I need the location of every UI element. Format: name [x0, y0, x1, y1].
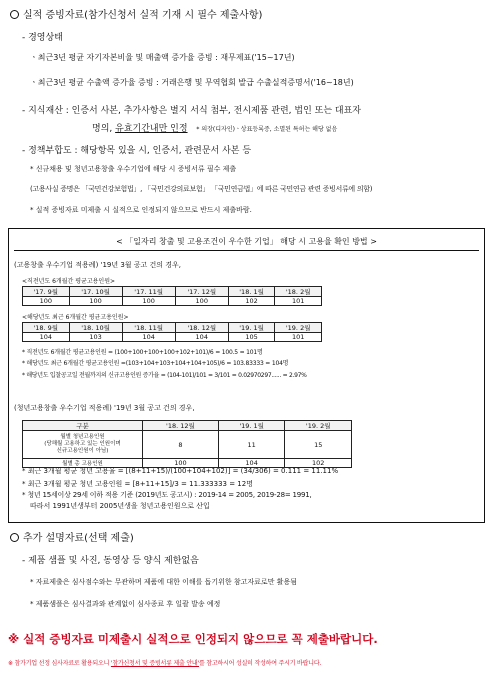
ip-footnote: * 의장(디자인)ㆍ상표등록증, 소멸된 특허는 해당 없음	[196, 126, 338, 133]
t2-value: 104	[23, 333, 70, 342]
t2-value: 101	[275, 333, 322, 342]
t3-row1-value: 15	[285, 431, 352, 459]
section1-title	[10, 6, 262, 21]
t3-row2-label: 월별 총 고용인원	[23, 459, 143, 468]
t1-header: '17. 11월	[122, 287, 175, 297]
t1-header: '18. 1월	[228, 287, 275, 297]
t1-header: '17. 12월	[175, 287, 228, 297]
current-year-table	[22, 322, 322, 342]
valid-period-note: 유효기간내만 인정	[115, 124, 188, 134]
t2-header: '18. 11월	[122, 323, 175, 333]
youth-calc-4: 따라서 1991년생부터 2005년생을 청년고용인원으로 산입	[30, 502, 210, 510]
hollow-circle-icon	[10, 533, 19, 542]
section2-item-2: * 제품샘플은 심사결과와 관계없이 심사종료 후 일괄 발송 예정	[30, 600, 221, 608]
section2-title-text: 추가 설명자료(선택 제출)	[23, 533, 134, 544]
calc-line-2: * 해당년도 최근 6개월간 평균고용인원 =(103+104+103+104+104+105)/6 = 103.83333 = 104명	[22, 360, 289, 367]
t3-month: '19. 2월	[285, 421, 352, 431]
policy-heading: - 정책부합도 : 해당항목 있을 시, 인증서, 관련문서 사본 등	[22, 146, 252, 156]
mgmt-item-1: ㆍ최근3년 평균 자기자본비율 및 매출액 증가율 증빙 : 재무제표('15~17년)	[30, 53, 295, 62]
ip-line-2: 명의, 유효기간내만 인정 * 의장(디자인)ㆍ상표등록증, 소멸된 특허는 해당 없음	[92, 124, 338, 134]
t3-month: '19. 1월	[218, 421, 285, 431]
section1-title-text: 실적 증빙자료(참가신청서 실적 기재 시 필수 제출사항)	[23, 10, 263, 21]
prev-year-table	[22, 286, 322, 306]
youth-calc-1: * 최근 3개월 평균 청년 고용율 = [(8+11+15)/(100+104+102)] = (34/306) = 0.111 = 11.11%	[22, 467, 339, 475]
t1-value: 102	[228, 297, 275, 306]
t3-col0: 구분	[23, 421, 143, 431]
calc-line-1: * 직전년도 6개월간 평균고용인원 = (100+100+100+100+102+101)/6 = 100.5 = 101명	[22, 349, 263, 356]
t1-value: 100	[69, 297, 122, 306]
t1-value: 100	[175, 297, 228, 306]
t2-header: '18. 10월	[69, 323, 122, 333]
t3-row2-value: 104	[218, 459, 285, 468]
t3-row2-value: 102	[285, 459, 352, 468]
youth-calc-2: * 최근 3개월 평균 청년 고용인원 = [8+11+15]/3 = 11.333333 = 12명	[22, 480, 253, 488]
t2-header: '19. 1월	[228, 323, 275, 333]
t3-row2-value: 100	[143, 459, 219, 468]
t2-value: 103	[69, 333, 122, 342]
section2-item-1: * 자료제출은 심사점수와는 무관하며 제품에 대한 이해를 돕기위한 참고자료로만 활용됨	[30, 578, 297, 586]
mgmt-item-2: ㆍ최근3년 평균 수출액 증가율 증빙 : 거래은행 및 무역협회 발급 수출실적증명서('16~18년)	[30, 78, 354, 87]
t2-header: '19. 2월	[275, 323, 322, 333]
youth-table	[22, 420, 352, 468]
t1-caption: <직전년도 6개월간 평균고용인원>	[22, 278, 116, 285]
t3-row1-value: 8	[143, 431, 219, 459]
hollow-circle-icon	[10, 10, 19, 19]
policy-item-3: * 실적 증빙자료 미제출 시 실적으로 인정되지 않으므로 반드시 제출바람.	[30, 206, 252, 214]
t1-value: 100	[23, 297, 70, 306]
mgmt-heading: - 경영상태	[22, 33, 63, 43]
t2-header: '18. 9월	[23, 323, 70, 333]
submission-guide-link: '참가신청서 및 증빙서류 제출 안내'	[110, 660, 199, 667]
youth-title: (청년고용창출 우수기업 적용례) '19년 3월 공고 건의 경우,	[14, 404, 195, 412]
warning-text: ※ 실적 증빙자료 미제출시 실적으로 인정되지 않으므로 꼭 제출바랍니다.	[8, 632, 378, 646]
t3-row1-value: 11	[218, 431, 285, 459]
policy-item-1: * 신규채용 및 청년고용창출 우수기업에 해당 시 증빙서류 필수 제출	[30, 165, 237, 173]
section2-heading: - 제품 샘플 및 사진, 동영상 등 양식 제한없음	[22, 556, 199, 566]
ip-line-1: - 지식재산 : 인증서 사본, 추가사항은 별지 서식 첨부, 전시제품 관련, 법인 또는 대표자	[22, 106, 361, 116]
t2-header: '18. 12월	[175, 323, 228, 333]
t3-row1-label: 월별 청년고용인원 (당해월 고용하고 있는 인원이며 신규고용인원이 아님)	[23, 431, 143, 459]
t1-header: '17. 10월	[69, 287, 122, 297]
t1-header: '18. 2월	[275, 287, 322, 297]
policy-item-2: (고용사실 증명은 「국민건강보험법」, 「국민건강의료보험」 「국민연금법」에 따른 국민연금 관련 증빙서류에 의함)	[30, 185, 373, 193]
t2-value: 104	[122, 333, 175, 342]
t1-value: 100	[122, 297, 175, 306]
emp-title: (고용창출 우수기업 적용례) '19년 3월 공고 건의 경우,	[14, 261, 182, 269]
t2-caption: <해당년도 최근 6개월간 평균고용인원>	[22, 314, 129, 321]
youth-calc-3: * 청년 15세이상 29세 이하 적용 기준 (2019년도 공고시) : 2019-14 = 2005, 2019-28= 1991,	[22, 491, 312, 499]
t1-header: '17. 9월	[23, 287, 70, 297]
t3-month: '18. 12월	[143, 421, 219, 431]
calc-line-3: * 해당년도 입찰공고일 전월까지의 신규고용인원 증가율 = (104-101)/101 = 3/101 = 0.02970297...... = 2.97%	[22, 372, 307, 379]
box-header: < 「일자리 창출 및 고용조건이 우수한 기업」 해당 시 고용율 확인 방법 >	[14, 236, 479, 251]
footer-note: ※ 참가기업 선정 심사자료로 활용되오니 '참가신청서 및 증빙서류 제출 안내'를 참고하시어 성실히 작성하여 주시기 바랍니다.	[8, 660, 322, 667]
section2-title	[10, 529, 134, 544]
t2-value: 104	[175, 333, 228, 342]
t1-value: 101	[275, 297, 322, 306]
t2-value: 105	[228, 333, 275, 342]
